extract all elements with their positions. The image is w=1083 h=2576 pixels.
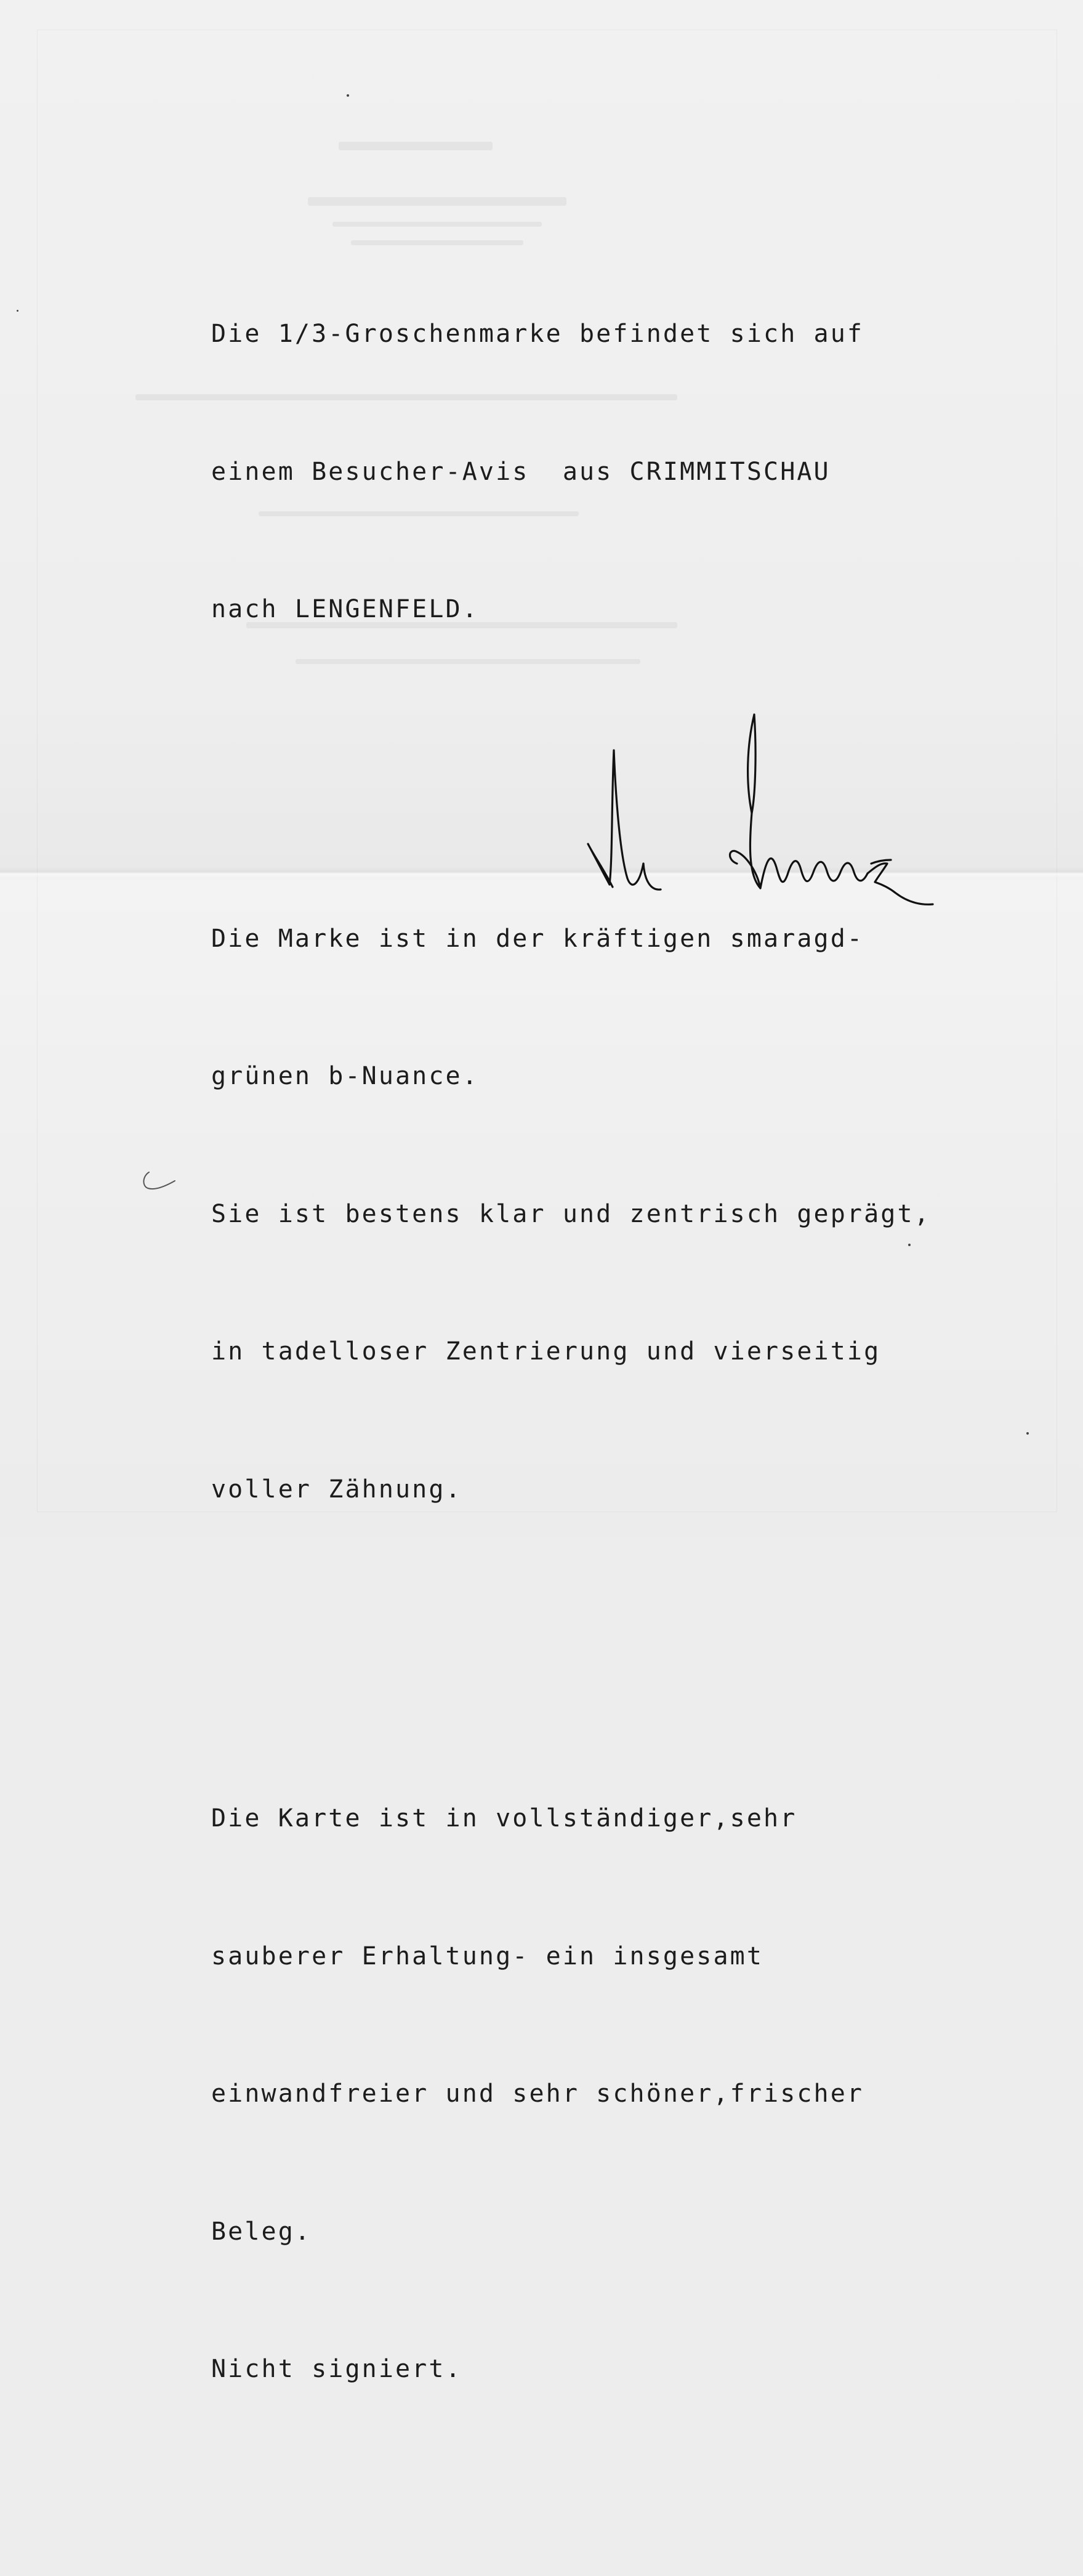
text-line: einwandfreier und sehr schöner,frischer (211, 2080, 864, 2108)
text-line: grünen b-Nuance. (211, 1062, 479, 1090)
paper-speck (17, 310, 18, 312)
paragraph-1 (211, 219, 1024, 724)
text-line: einem Besucher-Avis aus CRIMMITSCHAU (211, 457, 831, 486)
text-line: nach LENGENFELD. (211, 595, 479, 623)
paragraph-3 (211, 1704, 1024, 2484)
text-line: Die Marke ist in der kräftigen smaragd- (211, 924, 864, 953)
text-line: voller Zähnung. (211, 1475, 462, 1504)
text-line: sauberer Erhaltung- ein insgesamt (211, 1942, 764, 1970)
text-line: Die 1/3-Groschenmarke befindet sich auf (211, 320, 864, 348)
text-line: Die Karte ist in vollständiger,sehr (211, 1804, 797, 1833)
text-line: Beleg. (211, 2217, 312, 2246)
paper-speck (1026, 1432, 1029, 1435)
text-line: in tadelloser Zentrierung und vierseitig (211, 1337, 881, 1366)
handwritten-signature-icon (576, 708, 1044, 930)
text-line: Sie ist bestens klar und zentrisch geprägt, (211, 1199, 931, 1228)
text-line: Nicht signiert. (211, 2355, 462, 2383)
paper-speck (347, 94, 349, 97)
paper-speck (908, 1244, 911, 1246)
paragraph-2 (211, 824, 1024, 1605)
pencil-mark-icon (137, 1167, 186, 1204)
letter-body (211, 128, 1024, 2576)
